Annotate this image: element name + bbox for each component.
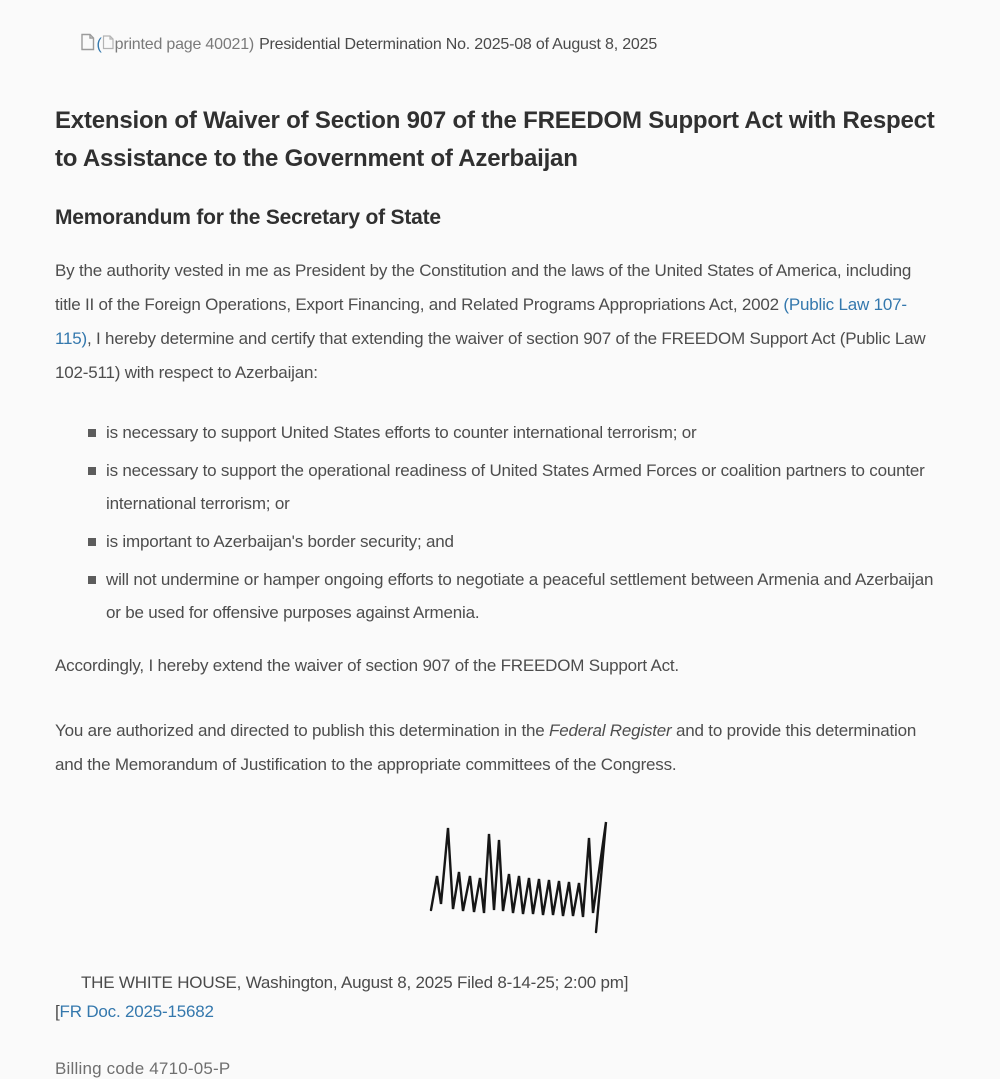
authority-text-after-link: , I hereby determine and certify that extending the waiver of section 907 of the FREEDOM Support Act (Public Law 102-511) with respect to Azerbaijan: <box>55 329 926 382</box>
list-item <box>88 525 938 558</box>
public-law-107-115-link[interactable]: (Public Law 107-115) <box>55 295 907 348</box>
publish-text-after-italic: and to provide this determination and the Memorandum of Justification to the appropriate committees of the Congress. <box>55 721 917 774</box>
publish-paragraph <box>55 714 935 782</box>
fr-doc-bracket: [ <box>55 1002 60 1021</box>
accordingly-paragraph: Accordingly, I hereby extend the waiver of section 907 of the FREEDOM Support Act. <box>55 656 679 675</box>
list-item-text: is necessary to support United States efforts to counter international terrorism; or <box>106 423 697 442</box>
presidential-signature <box>425 814 643 934</box>
memorandum-subheading: Memorandum for the Secretary of State <box>55 206 441 229</box>
document-number-title: Presidential Determination No. 2025-08 of August 8, 2025 <box>259 35 658 53</box>
list-item-text: is necessary to support the operational readiness of United States Armed Forces or coalition partners to counter international terrorism; or <box>106 461 925 513</box>
printed-page-open-paren: ( <box>96 35 102 53</box>
fr-doc-line <box>55 997 960 1026</box>
federal-register-italic: Federal Register <box>549 721 672 740</box>
square-bullet-icon <box>88 429 96 437</box>
list-item-text: is important to Azerbaijan's border security; and <box>106 532 454 551</box>
document-footer <box>55 968 960 1026</box>
determination-list <box>55 416 938 629</box>
square-bullet-icon <box>88 576 96 584</box>
fr-doc-link[interactable]: FR Doc. 2025-15682 <box>59 1002 214 1021</box>
document-title: Extension of Waiver of Section 907 of the FREEDOM Support Act with Respect to Assistance to the Government of Azerbaijan <box>55 107 935 172</box>
printed-page-meta-line <box>55 15 960 74</box>
printed-page-label: printed page 40021) <box>114 35 255 53</box>
list-item <box>88 563 938 629</box>
billing-code: Billing code 4710-05-P <box>55 1059 231 1078</box>
list-item-text: will not undermine or hamper ongoing efforts to negotiate a peaceful settlement between Armenia and Azerbaijan or be used for offensive purposes against Armenia. <box>106 570 934 622</box>
printed-page-small-icon <box>102 35 114 55</box>
list-item <box>88 416 938 449</box>
printed-page-icon <box>55 15 95 74</box>
list-item <box>88 454 938 520</box>
printed-page-link[interactable] <box>96 35 114 55</box>
authority-text-before-link: By the authority vested in me as President by the Constitution and the laws of the United States of America, including title II of the Foreign Operations, Export Financing, and Related Programs Appropriations Act, 2002 <box>55 261 912 314</box>
authority-paragraph <box>55 254 935 390</box>
publish-text-before-italic: You are authorized and directed to publish this determination in the <box>55 721 550 740</box>
square-bullet-icon <box>88 467 96 475</box>
white-house-filing-line: THE WHITE HOUSE, Washington, August 8, 2025 Filed 8-14-25; 2:00 pm] <box>81 973 629 992</box>
square-bullet-icon <box>88 538 96 546</box>
